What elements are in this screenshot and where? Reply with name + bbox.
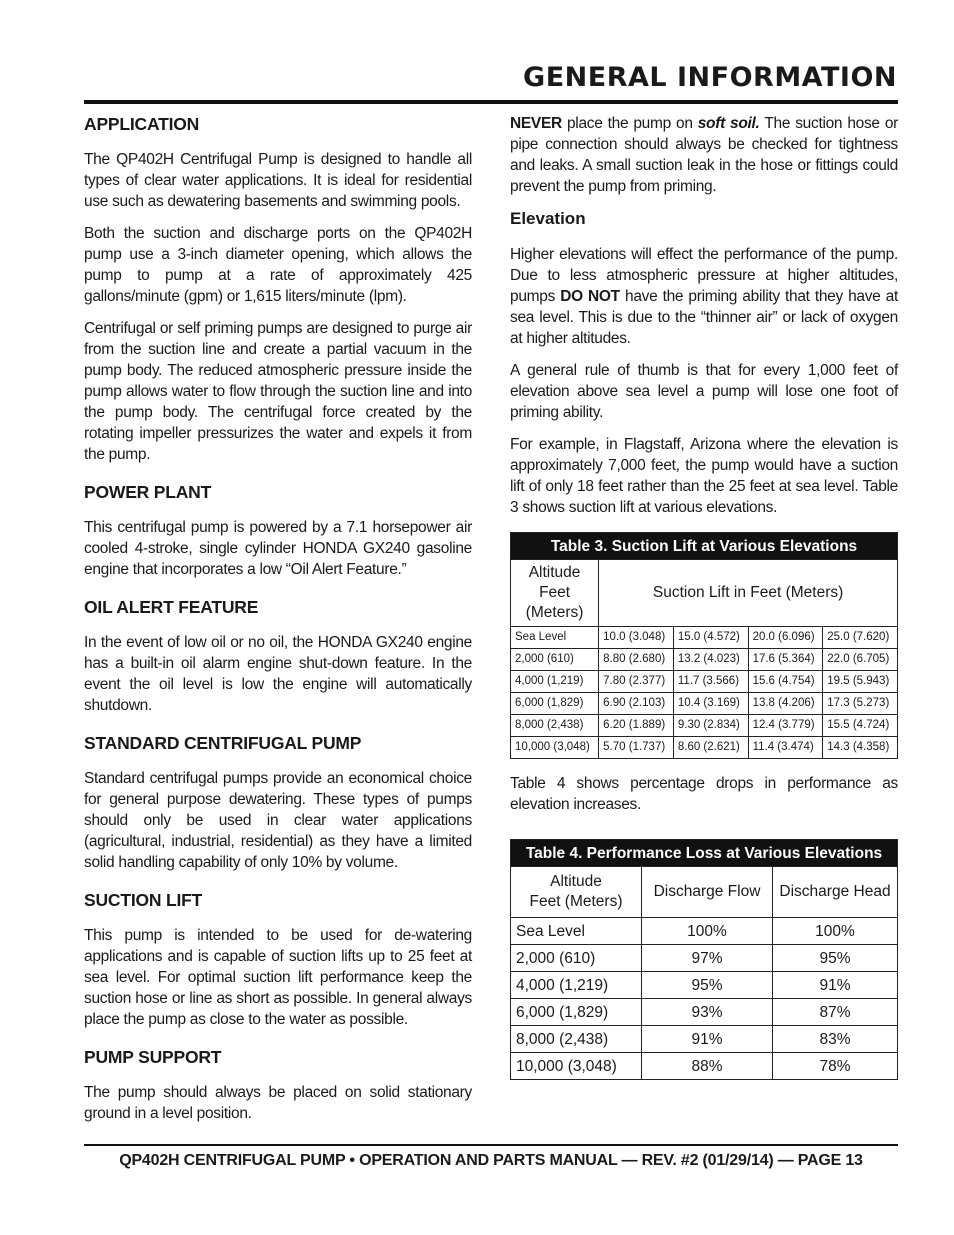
table-row xyxy=(511,693,898,715)
table-cell: 9.30 (2.834) xyxy=(673,715,748,737)
table-performance-loss xyxy=(510,839,898,1080)
table-cell: 7.80 (2.377) xyxy=(599,671,674,693)
paragraph: This centrifugal pump is powered by a 7.1 horsepower air cooled 4-stroke, single cylinder HONDA GX240 gasoline engine that incorporates a low “Oil Alert Feature.” xyxy=(84,519,472,578)
table-row xyxy=(511,972,898,999)
text-span: have the priming ability that they have at sea level. This is due to the “thinner air” or lack of oxygen at higher altitudes. xyxy=(510,288,898,347)
table-cell: 10,000 (3,048) xyxy=(511,1053,642,1080)
table-cell: 100% xyxy=(642,918,773,945)
table-header-cell: Discharge Flow xyxy=(642,867,773,918)
section-oil-alert xyxy=(84,596,472,716)
table-cell: 15.6 (4.754) xyxy=(748,671,823,693)
paragraph: The QP402H Centrifugal Pump is designed to handle all types of clear water applications. It is ideal for residential use such as dewatering basements and swimming pools. xyxy=(84,151,472,210)
table-cell: 93% xyxy=(642,999,773,1026)
table-row xyxy=(511,1053,898,1080)
heading-application: APPLICATION xyxy=(84,114,200,134)
table-cell: 10,000 (3,048) xyxy=(511,737,599,759)
table-cell: 6,000 (1,829) xyxy=(511,693,599,715)
table-header-cell: Altitude Feet (Meters) xyxy=(511,560,599,627)
heading-oil-alert: OIL ALERT FEATURE xyxy=(84,597,259,617)
paragraph: In the event of low oil or no oil, the HONDA GX240 engine has a built-in oil alarm engine shut-down feature. In the event the oil level is low the engine will automatically shutdown. xyxy=(84,634,472,714)
table-cell: 14.3 (4.358) xyxy=(823,737,898,759)
page-title: GENERAL INFORMATION xyxy=(523,62,897,93)
text-span: Higher elevations will effect the performance of the pump. Due to less atmospheric pressure at higher altitudes, pumps xyxy=(510,246,898,305)
paragraph xyxy=(510,244,898,349)
bold-text: NEVER xyxy=(510,115,562,132)
bold-text: DO NOT xyxy=(560,288,620,305)
table-cell: 15.0 (4.572) xyxy=(673,627,748,649)
table-cell: Sea Level xyxy=(511,627,599,649)
table-header-cell: Discharge Head xyxy=(773,867,898,918)
table-row xyxy=(511,918,898,945)
text-span: place the pump on xyxy=(561,115,698,132)
table-cell: 88% xyxy=(642,1053,773,1080)
heading-power-plant: POWER PLANT xyxy=(84,482,212,502)
table-cell: 4,000 (1,219) xyxy=(511,972,642,999)
table-cell: 12.4 (3.779) xyxy=(748,715,823,737)
table-cell: 6,000 (1,829) xyxy=(511,999,642,1026)
section-application xyxy=(84,113,472,465)
table-cell: 5.70 (1.737) xyxy=(599,737,674,759)
heading-standard-pump: STANDARD CENTRIFUGAL PUMP xyxy=(84,733,362,753)
paragraph: The pump should always be placed on solid stationary ground in a level position. xyxy=(84,1084,472,1122)
paragraph: Table 4 shows percentage drops in performance as elevation increases. xyxy=(510,775,898,813)
table-cell: 6.20 (1.889) xyxy=(599,715,674,737)
left-column xyxy=(84,113,472,1140)
table-row xyxy=(511,737,898,759)
table-cell: 11.4 (3.474) xyxy=(748,737,823,759)
heading-suction-lift: SUCTION LIFT xyxy=(84,890,203,910)
paragraph: This pump is intended to be used for de-watering applications and is capable of suction lifts up to 25 feet at sea level. For optimal suction lift performance keep the suction hose or line as short as possible. In general always place the pump as close to the water as possible. xyxy=(84,927,472,1028)
footer-rule xyxy=(84,1144,898,1146)
table-cell: 13.2 (4.023) xyxy=(673,649,748,671)
section-pump-support xyxy=(84,1046,472,1124)
paragraph: Centrifugal or self priming pumps are designed to purge air from the suction line and create a partial vacuum in the pump body. The reduced atmospheric pressure inside the pump allows water to flow through the suction line and into the pump body. The centrifugal force created by the rotating impeller pressurizes the water and expels it from the pump. xyxy=(84,320,472,463)
table-cell: 13.8 (4.206) xyxy=(748,693,823,715)
table-cell: 8,000 (2,438) xyxy=(511,715,599,737)
table-row xyxy=(511,715,898,737)
table-header-cell: Altitude Feet (Meters) xyxy=(511,867,642,918)
table-cell: 10.4 (3.169) xyxy=(673,693,748,715)
table-cell: 6.90 (2.103) xyxy=(599,693,674,715)
paragraph: Both the suction and discharge ports on the QP402H pump use a 3-inch diameter opening, which allows the pump to pump at a rate of approximately 425 gallons/minute (gpm) or 1,615 liters/minute (lpm). xyxy=(84,225,472,305)
table-cell: Sea Level xyxy=(511,918,642,945)
table-cell: 91% xyxy=(773,972,898,999)
table-cell: 100% xyxy=(773,918,898,945)
header-rule xyxy=(84,100,898,104)
table-cell: 83% xyxy=(773,1026,898,1053)
paragraph: For example, in Flagstaff, Arizona where the elevation is approximately 7,000 feet, the pump would have a suction lift of only 18 feet rather than the 25 feet at sea level. Table 3 shows suction lift at various elevations. xyxy=(510,436,898,516)
table-row xyxy=(511,999,898,1026)
section-suction-lift xyxy=(84,889,472,1030)
table-row xyxy=(511,627,898,649)
table-cell: 87% xyxy=(773,999,898,1026)
table-cell: 8,000 (2,438) xyxy=(511,1026,642,1053)
table-row xyxy=(511,649,898,671)
table-cell: 11.7 (3.566) xyxy=(673,671,748,693)
section-standard-pump xyxy=(84,732,472,873)
table-row xyxy=(511,1026,898,1053)
table-cell: 95% xyxy=(642,972,773,999)
table-header-cell: Suction Lift in Feet (Meters) xyxy=(599,560,898,627)
text-span: The suction hose or pipe connection should always be checked for tightness and leaks. A small suction leak in the hose or fittings could prevent the pump from priming. xyxy=(510,115,898,195)
emphasis-text: soft soil. xyxy=(697,115,760,132)
table-cell: 2,000 (610) xyxy=(511,649,599,671)
table-row xyxy=(511,671,898,693)
table-cell: 8.80 (2.680) xyxy=(599,649,674,671)
table-cell: 17.3 (5.273) xyxy=(823,693,898,715)
table-cell: 20.0 (6.096) xyxy=(748,627,823,649)
table-cell: 8.60 (2.621) xyxy=(673,737,748,759)
table-cell: 25.0 (7.620) xyxy=(823,627,898,649)
paragraph: A general rule of thumb is that for every 1,000 feet of elevation above sea level a pump will lose one foot of priming ability. xyxy=(510,362,898,421)
table-cell: 19.5 (5.943) xyxy=(823,671,898,693)
table-cell: 17.6 (5.364) xyxy=(748,649,823,671)
table-caption: Table 3. Suction Lift at Various Elevations xyxy=(511,533,898,560)
right-column xyxy=(510,113,898,1080)
paragraph-never xyxy=(510,113,898,197)
heading-pump-support: PUMP SUPPORT xyxy=(84,1047,222,1067)
paragraph: Standard centrifugal pumps provide an economical choice for general purpose dewatering. These types of pumps should only be used in clear water applications (agricultural, industrial, residential) as they have a limited solid handling capability of only 10% by volume. xyxy=(84,770,472,871)
table-cell: 2,000 (610) xyxy=(511,945,642,972)
page-footer: QP402H CENTRIFUGAL PUMP • OPERATION AND PARTS MANUAL — REV. #2 (01/29/14) — PAGE 13 xyxy=(119,1152,863,1169)
table-caption: Table 4. Performance Loss at Various Elevations xyxy=(511,840,898,867)
table-suction-lift xyxy=(510,532,898,759)
table-cell: 78% xyxy=(773,1053,898,1080)
table-cell: 97% xyxy=(642,945,773,972)
table-cell: 10.0 (3.048) xyxy=(599,627,674,649)
table-cell: 15.5 (4.724) xyxy=(823,715,898,737)
table-cell: 22.0 (6.705) xyxy=(823,649,898,671)
table-cell: 4,000 (1,219) xyxy=(511,671,599,693)
section-power-plant xyxy=(84,481,472,580)
table-cell: 91% xyxy=(642,1026,773,1053)
table-row xyxy=(511,945,898,972)
table-cell: 95% xyxy=(773,945,898,972)
heading-elevation: Elevation xyxy=(510,209,586,228)
